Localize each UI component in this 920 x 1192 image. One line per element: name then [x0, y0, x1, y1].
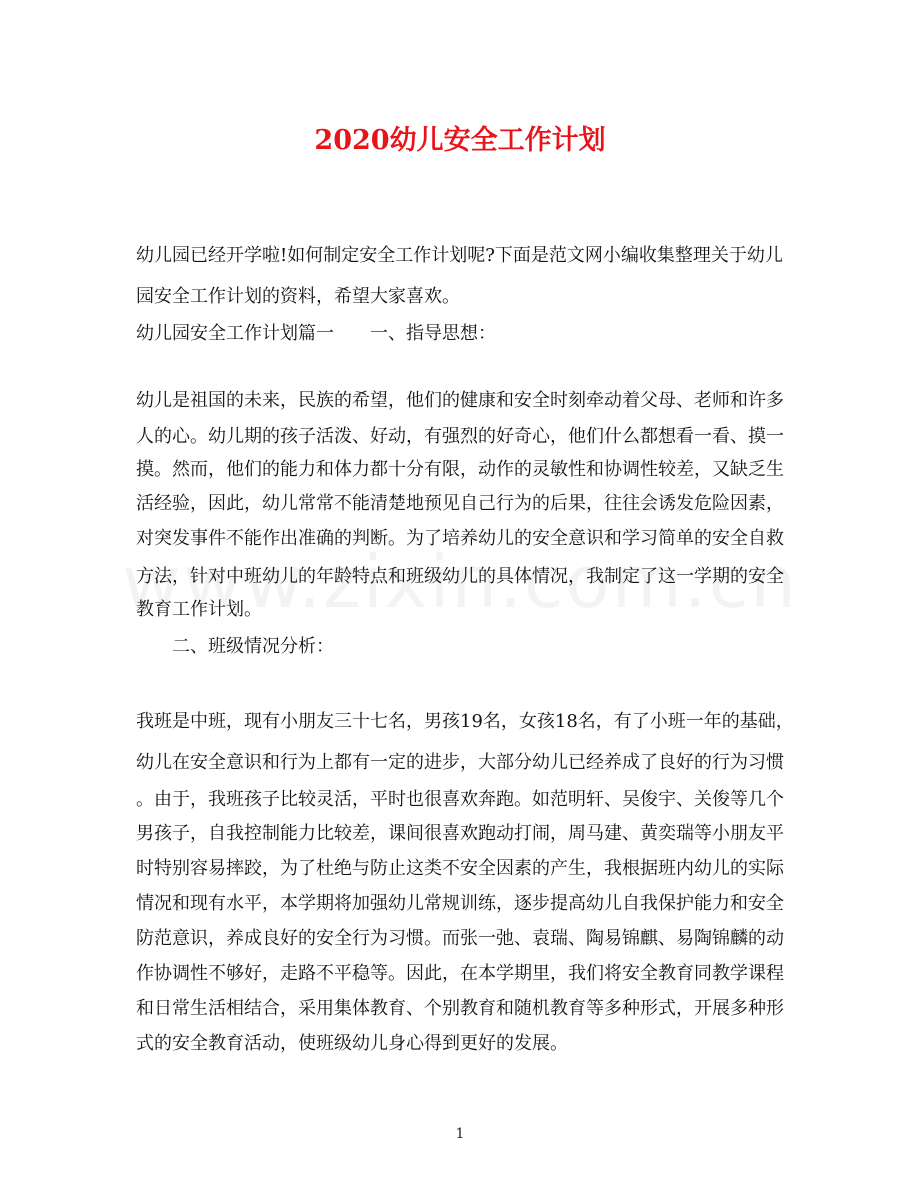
- paragraph-line: 幼儿园已经开学啦!如何制定安全工作计划呢?下面是范文网小编收集整理关于幼儿: [136, 245, 783, 266]
- paragraph-line: 情况和现有水平，本学期将加强幼儿常规训练，逐步提高幼儿自我保护能力和安全: [136, 893, 784, 914]
- page-number: 1: [455, 1126, 465, 1142]
- paragraph-line: 对突发事件不能作出准确的判断。为了培养幼儿的安全意识和学习简单的安全自救: [136, 528, 784, 549]
- paragraph-line: 。由于，我班孩子比较灵活，平时也很喜欢奔跑。如范明轩、吴俊宇、关俊等几个: [136, 789, 784, 810]
- paragraph-line: 教育工作计划。: [136, 599, 262, 620]
- paragraph-line: 方法，针对中班幼儿的年龄特点和班级幼儿的具体情况，我制定了这一学期的安全: [136, 566, 784, 587]
- paragraph-line: 防范意识，养成良好的安全行为习惯。而张一弛、袁瑞、陶易锦麒、易陶锦麟的动: [136, 928, 784, 949]
- paragraph-line: 园安全工作计划的资料，希望大家喜欢。: [136, 286, 460, 307]
- paragraph-line: 幼儿在安全意识和行为上都有一定的进步，大部分幼儿已经养成了良好的行为习惯: [136, 752, 784, 773]
- paragraph-line: 式的安全教育活动，使班级幼儿身心得到更好的发展。: [136, 1033, 568, 1054]
- paragraph-line: 和日常生活相结合，采用集体教育、个别教育和随机教育等多种形式，开展多种形: [136, 998, 784, 1019]
- paragraph-line: 摸。然而，他们的能力和体力都十分有限，动作的灵敏性和协调性较差，又缺乏生: [136, 459, 784, 480]
- paragraph-line: 二、班级情况分析：: [136, 636, 334, 657]
- paragraph-line: 活经验，因此，幼儿常常不能清楚地预见自己行为的后果，往往会诱发危险因素，: [136, 493, 784, 514]
- paragraph-line: 幼儿园安全工作计划篇一 一、指导思想：: [136, 323, 496, 344]
- paragraph-line: 作协调性不够好，走路不平稳等。因此，在本学期里，我们将安全教育同教学课程: [136, 963, 784, 984]
- paragraph-line: 幼儿是祖国的未来，民族的希望，他们的健康和安全时刻牵动着父母、老师和许多: [136, 390, 784, 411]
- paragraph-line: 时特别容易摔跤，为了杜绝与防止这类不安全因素的产生，我根据班内幼儿的实际: [136, 858, 784, 879]
- paragraph-line: 我班是中班，现有小朋友三十七名，男孩19名，女孩18名，有了小班一年的基础，: [136, 711, 794, 732]
- paragraph-line: 男孩子，自我控制能力比较差，课间很喜欢跑动打闹，周马建、黄奕瑞等小朋友平: [136, 823, 784, 844]
- document-title: 2020幼儿安全工作计划: [314, 125, 606, 156]
- paragraph-line: 人的心。幼儿期的孩子活泼、好动，有强烈的好奇心，他们什么都想看一看、摸一: [136, 426, 784, 447]
